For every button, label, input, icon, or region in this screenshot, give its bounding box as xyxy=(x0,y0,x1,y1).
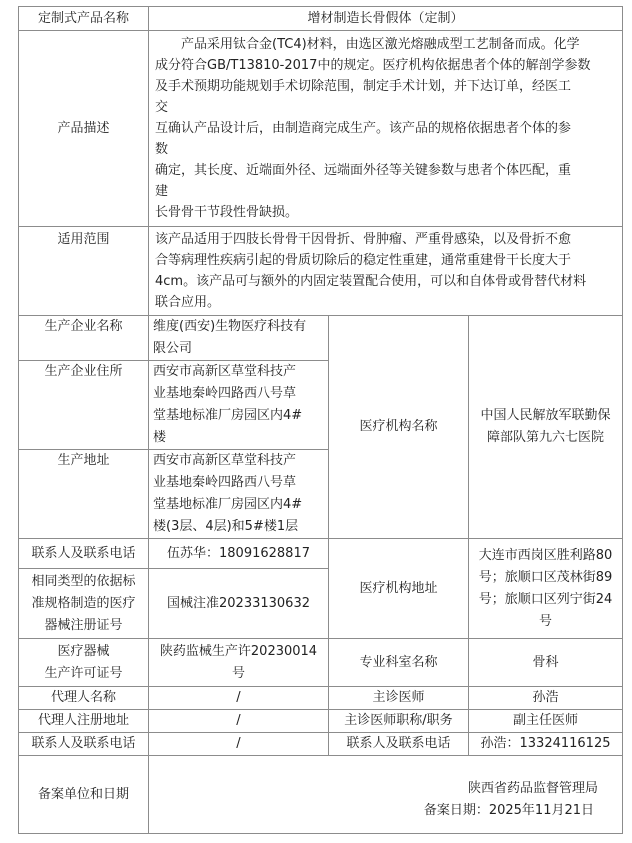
description-line: 互确认产品设计后，由制造商完成生产。该产品的规格依据患者个体的参 xyxy=(155,121,572,136)
registration-value: 国械注准20233130632 xyxy=(149,569,329,639)
manufacturer-name-value: 维度(西安)生物医疗科技有 限公司 xyxy=(149,316,329,361)
description-line: 成分符合GB/T13810-2017中的规定。医疗机构依据患者个体的解剖学参数 xyxy=(155,58,591,73)
institution-name-label: 医疗机构名称 xyxy=(329,316,469,539)
doctor-label: 主诊医师 xyxy=(329,687,469,710)
registration-label: 相同类型的依据标 准规格制造的医疗 器械注册证号 xyxy=(19,569,149,639)
description-line: 交 xyxy=(155,100,169,115)
filing-label: 备案单位和日期 xyxy=(19,756,149,834)
description-line: 及手术预期功能规划手术切除范围，制定手术计划，并下达订单，经医工 xyxy=(155,79,572,94)
description-line: 数 xyxy=(155,142,169,157)
doctor-title-value: 副主任医师 xyxy=(469,710,623,733)
institution-contact-value: 孙浩：13324116125 xyxy=(469,733,623,756)
agent-address-value: / xyxy=(149,710,329,733)
manufacturer-contact-value: 伍苏华：18091628817 xyxy=(149,539,329,569)
institution-contact-label: 联系人及联系电话 xyxy=(329,733,469,756)
product-name-label: 定制式产品名称 xyxy=(19,7,149,31)
filing-unit: 陕西省药品监督管理局 xyxy=(468,780,599,796)
manufacturer-contact-label: 联系人及联系电话 xyxy=(19,539,149,569)
production-site-label: 生产地址 xyxy=(19,450,149,539)
institution-address-label: 医疗机构地址 xyxy=(329,539,469,639)
license-label: 医疗器械 生产许可证号 xyxy=(19,639,149,687)
manufacturer-name-label: 生产企业名称 xyxy=(19,316,149,361)
license-value: 陕药监械生产许20230014 号 xyxy=(149,639,329,687)
filing-date: 备案日期：2025年11月21日 xyxy=(423,802,595,818)
description-line: 确定，其长度、近端面外径、远端面外径等关键参数与患者个体匹配，重 xyxy=(155,163,572,178)
scope-line: 联合应用。 xyxy=(155,295,221,310)
description-line: 长骨骨干节段性骨缺损。 xyxy=(155,205,299,220)
scope-label: 适用范围 xyxy=(19,227,149,316)
production-site-value: 西安市高新区草堂科技产 业基地秦岭四路西八号草 堂基地标准厂房园区内4# 楼(3层、4层)和5#楼1层 xyxy=(149,450,329,539)
description-value xyxy=(149,31,623,227)
department-value: 骨科 xyxy=(469,639,623,687)
institution-name-value: 中国人民解放军联勤保 障部队第九六七医院 xyxy=(469,316,623,539)
agent-contact-label: 联系人及联系电话 xyxy=(19,733,149,756)
description-line: 产品采用钛合金(TC4)材料，由选区激光熔融成型工艺制备而成。化学 xyxy=(181,37,580,52)
doctor-title-label: 主诊医师职称/职务 xyxy=(329,710,469,733)
agent-name-value: / xyxy=(149,687,329,710)
scope-line: 4cm。该产品可与额外的内固定装置配合使用，可以和自体骨或骨替代材料 xyxy=(155,274,587,289)
scope-line: 合等病理性疾病引起的骨质切除后的稳定性重建，通常重建骨干长度大于 xyxy=(155,253,572,268)
agent-contact-value: / xyxy=(149,733,329,756)
manufacturer-address-value: 西安市高新区草堂科技产 业基地秦岭四路西八号草 堂基地标准厂房园区内4# 楼 xyxy=(149,361,329,450)
scope-line: 该产品适用于四肢长骨骨干因骨折、骨肿瘤、严重骨感染，以及骨折不愈 xyxy=(155,232,572,247)
product-name-value: 增材制造长骨假体（定制） xyxy=(149,7,623,31)
description-label: 产品描述 xyxy=(19,31,149,227)
agent-address-label: 代理人注册地址 xyxy=(19,710,149,733)
department-label: 专业科室名称 xyxy=(329,639,469,687)
institution-address-value: 大连市西岗区胜利路80 号；旅顺口区茂林街89 号；旅顺口区列宁街24 号 xyxy=(469,539,623,639)
filing-table xyxy=(18,6,623,834)
description-line: 建 xyxy=(155,184,169,199)
doctor-value: 孙浩 xyxy=(469,687,623,710)
scope-value xyxy=(149,227,623,316)
agent-name-label: 代理人名称 xyxy=(19,687,149,710)
filing-value xyxy=(149,756,623,834)
manufacturer-address-label: 生产企业住所 xyxy=(19,361,149,450)
